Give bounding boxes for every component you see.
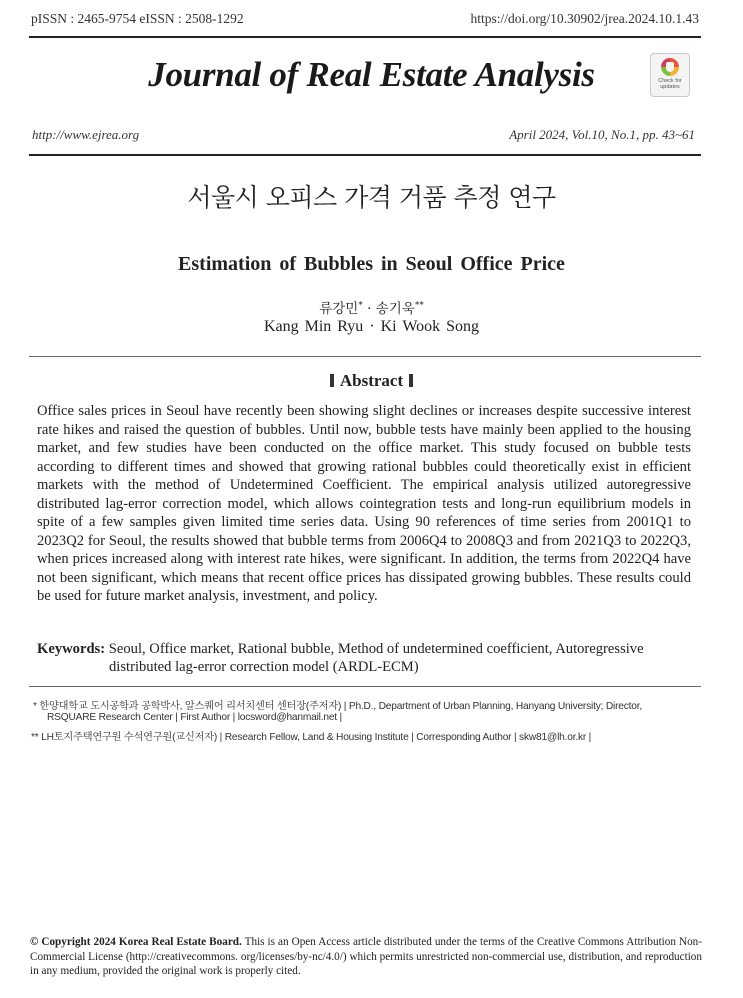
keywords-label: Keywords: <box>37 641 106 657</box>
check-for-updates-badge[interactable] <box>650 53 690 97</box>
author1-name-kr: 류강민 <box>319 301 359 317</box>
journal-title: Journal of Real Estate Analysis <box>148 55 595 94</box>
copyright-license-text: This is an Open Access article distributed under the terms of the Creative Commons Attribution Non-Commercial License (http://creativecommons. org/licenses/by-nc/4.0/) which permits unrestricted non-commercial use, distribution, and reproduction in any medium, provided the original work is properly cited. <box>30 936 702 977</box>
abstract-top-rule <box>29 356 701 357</box>
keywords-section <box>37 640 691 676</box>
abstract-heading <box>0 371 743 391</box>
heading-bar-right <box>409 374 413 387</box>
korean-title: 서울시 오피스 가격 거품 추정 연구 <box>187 183 556 212</box>
footnote-author2: ** LH토지주택연구원 수석연구원(교신저자) | Research Fellow, Land & Housing Institute | Corresponding Author | skw81@lh.or.kr | <box>31 732 592 743</box>
korean-authors <box>0 297 743 317</box>
doi-link[interactable]: https://doi.org/10.30902/jrea.2024.10.1.43 <box>470 11 699 26</box>
keywords-line1: Seoul, Office market, Rational bubble, Method of undetermined coefficient, Autoregressive <box>108 641 644 657</box>
check-for-updates-label: Check for <box>658 78 682 84</box>
abstract-heading-label: Abstract <box>339 371 404 390</box>
journal-website-link[interactable]: http://www.ejrea.org <box>32 127 140 142</box>
author-separator: · <box>362 301 376 317</box>
author2-name-kr: 송기욱 <box>375 301 415 317</box>
issn-text: pISSN : 2465-9754 eISSN : 2508-1292 <box>31 11 244 26</box>
abstract-body: Office sales prices in Seoul have recently been showing slight declines or increases despite successive interest rate hikes and raised the question of bubbles. Until now, bubble tests have mainly been applied to the housing market, and few studies have been conducted on the office market. This study focused on bubble tests according to different times and showed that growing rational bubbles could theoretically exist in efficient markets with the method of Undetermined Coefficient. The empirical analysis utilized autoregressive distributed lag-error correction model, which allows cointegration tests and long-run equilibrium models in spite of a few samples given limited time series data. Using 90 references of time series from 2001Q1 to 2023Q2 for Seoul, the results showed that bubble terms from 2006Q4 to 2008Q3 and from 2021Q3 to 2022Q3, when prices increased along with interest rate hikes, were significant. In addition, the terms from 2022Q4 have not been significant, which means that recent office prices has dissipated growing bubbles. These results could be used for future market analysis, investment, and policy. <box>37 403 691 604</box>
keywords-line2: distributed lag-error correction model (ARDL-ECM) <box>109 659 419 675</box>
header-top-rule <box>29 36 701 38</box>
author2-mark: ** <box>414 300 424 311</box>
footnote-author1-cont: RSQUARE Research Center | First Author | locsword@hanmail.net | <box>47 712 343 723</box>
author1-mark: * <box>358 300 363 311</box>
english-title: Estimation of Bubbles in Seoul Office Price <box>178 253 565 275</box>
copyright-notice <box>30 935 702 979</box>
issue-info: April 2024, Vol.10, No.1, pp. 43~61 <box>509 127 695 142</box>
copyright-holder: © Copyright 2024 Korea Real Estate Board. <box>30 936 242 948</box>
footnote-rule <box>29 686 701 687</box>
check-for-updates-icon <box>661 58 679 76</box>
header-bottom-rule <box>29 154 701 156</box>
check-for-updates-sublabel: updates <box>660 84 680 90</box>
english-authors: Kang Min Ryu · Ki Wook Song <box>263 318 480 335</box>
footnote-author1: * 한양대학교 도시공학과 공학박사, 알스퀘어 리서치센터 센터장(주저자) | Ph.D., Department of Urban Planning, Hanyang University; Director, <box>33 701 642 712</box>
heading-bar-left <box>330 374 334 387</box>
